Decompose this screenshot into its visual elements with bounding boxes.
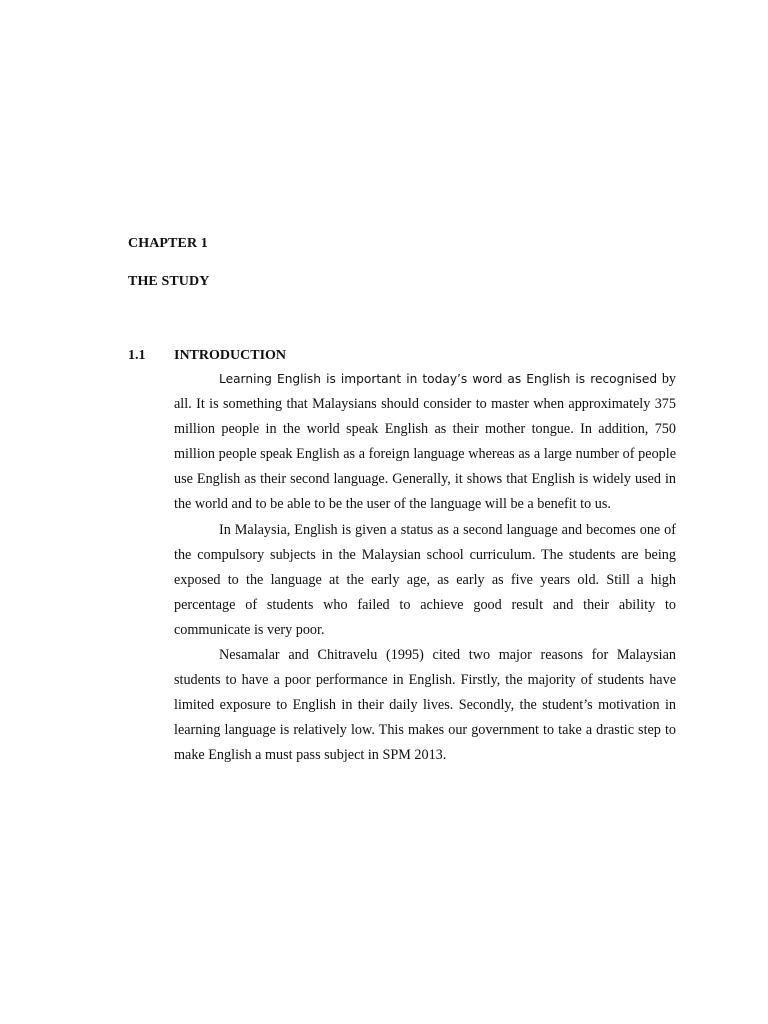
paragraph-1-first-line: Learning English is important in today’s word as English is recognised	[219, 372, 658, 386]
chapter-title: THE STUDY	[128, 274, 210, 289]
paragraph-1-rest: by all. It is something that Malaysians should consider to master when approximately 375 million people in the world speak English as their mother tongue. In addition, 750 million people speak English as a foreign language whereas as a large number of people use English as their second language. Generally, it shows that English is widely used in the world and to be able to be the user of the language will be a benefit to us.	[174, 371, 677, 513]
section-body	[174, 367, 676, 769]
paragraph-2: In Malaysia, English is given a status as a second language and becomes one of the compulsory subjects in the Malaysian school curriculum. The students are being exposed to the language at the early age, as early as five years old. Still a high percentage of students who failed to achieve good result and their ability to communicate is very poor.	[174, 521, 676, 638]
paragraph-1	[174, 367, 676, 518]
section-number: 1.1	[128, 348, 146, 363]
paragraph-3: Nesamalar and Chitravelu (1995) cited two major reasons for Malaysian students to have a poor performance in English. Firstly, the majority of students have limited exposure to English in their daily lives. Secondly, the student’s motivation in learning language is relatively low. This makes our government to take a drastic step to make English a must pass subject in SPM 2013.	[174, 647, 676, 764]
section-title: INTRODUCTION	[174, 348, 287, 363]
chapter-label: CHAPTER 1	[128, 236, 208, 251]
